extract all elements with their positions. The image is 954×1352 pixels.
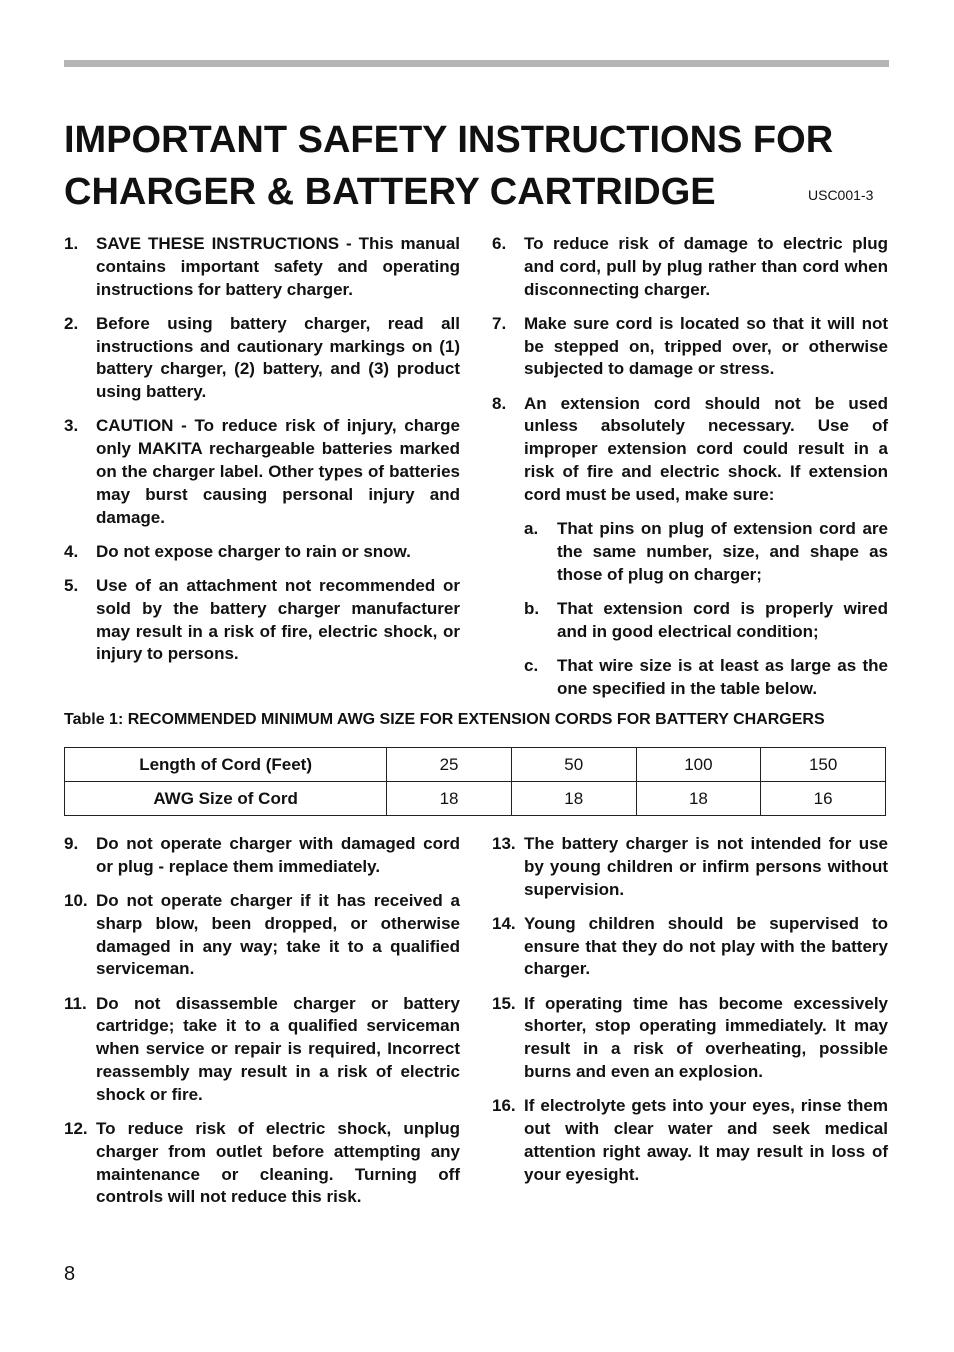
list-item — [64, 890, 460, 981]
item-number: 10. — [64, 890, 88, 910]
sub-list-item — [524, 518, 888, 586]
item-text: If operating time has become excessively shorter, stop operating immediately. It may result in a risk of overheating, possible burns and even an explosion. — [524, 993, 888, 1081]
list-item — [492, 993, 888, 1084]
table-caption: Table 1: RECOMMENDED MINIMUM AWG SIZE FOR EXTENSION CORDS FOR BATTERY CHARGERS — [64, 711, 825, 728]
item-number: 9. — [64, 834, 79, 853]
table-row — [65, 782, 886, 816]
item-text: Young children should be supervised to ensure that they do not play with the battery charger. — [524, 913, 888, 979]
list-item — [492, 393, 888, 507]
list-item — [492, 1095, 888, 1186]
item-text: An extension cord should not be used unless absolutely necessary. Use of improper extension cord could result in a risk of fire and electric shock. If extension cord must be used, make sure: — [524, 393, 888, 504]
item-number: 5. — [64, 575, 79, 595]
sub-item-letter: c. — [524, 655, 539, 675]
item-text: Do not disassemble charger or battery cartridge; take it to a qualified serviceman when service or repair is required, Incorrect reassembly may result in a risk of electric shock or fire. — [96, 993, 460, 1104]
row-header: Length of Cord (Feet) — [65, 748, 387, 782]
list-item — [64, 541, 460, 564]
table-cell: 50 — [511, 748, 636, 782]
item-number: 7. — [492, 313, 507, 333]
instructions-right-top — [492, 233, 888, 712]
list-item — [64, 993, 460, 1107]
page-number: 8 — [64, 1263, 76, 1285]
item-number: 4. — [64, 541, 79, 561]
awg-size-table — [64, 747, 886, 816]
table-cell: 18 — [511, 782, 636, 816]
instructions-left-top — [64, 233, 460, 678]
top-rule — [64, 60, 889, 67]
item-number: 16. — [492, 1096, 516, 1116]
list-item — [64, 575, 460, 666]
item-number: 15. — [492, 993, 516, 1013]
item-number: 12. — [64, 1118, 88, 1138]
item-text: If electrolyte gets into your eyes, rinse them out with clear water and seek medical attention right away. It may result in loss of your eyesight. — [524, 1096, 888, 1184]
title-line-1: IMPORTANT SAFETY INSTRUCTIONS FOR — [64, 119, 834, 161]
document-code: USC001-3 — [808, 187, 874, 203]
item-number: 3. — [64, 416, 79, 436]
list-item — [64, 233, 460, 301]
item-number: 11. — [64, 993, 87, 1013]
item-text: Make sure cord is located so that it will not be stepped on, tripped over, or otherwise subjected to damage or stress. — [524, 313, 888, 379]
sub-item-text: That pins on plug of extension cord are the same number, size, and shape as those of plug on charger; — [557, 518, 888, 584]
list-item — [492, 233, 888, 301]
list-item — [492, 313, 888, 381]
item-text: Do not operate charger with damaged cord or plug - replace them immediately. — [96, 834, 460, 876]
item-number: 13. — [492, 834, 516, 853]
item-text: Do not expose charger to rain or snow. — [96, 541, 411, 561]
list-item — [492, 833, 888, 901]
item-number: 14. — [492, 913, 516, 933]
sub-list-item — [524, 598, 888, 644]
instructions-right-bottom — [492, 833, 888, 1198]
sub-list-item — [524, 655, 888, 701]
title-line-2: CHARGER & BATTERY CARTRIDGE — [64, 171, 716, 213]
item-number: 8. — [492, 393, 507, 413]
sub-item-letter: a. — [524, 518, 539, 538]
item-text: SAVE THESE INSTRUCTIONS - This manual contains important safety and operating instructions for battery charger. — [96, 234, 460, 299]
list-item — [64, 313, 460, 404]
item-number: 2. — [64, 313, 79, 333]
instructions-left-bottom — [64, 833, 460, 1221]
list-item — [492, 913, 888, 981]
item-text: To reduce risk of damage to electric plug and cord, pull by plug rather than cord when disconnecting charger. — [524, 234, 888, 299]
sub-item-letter: b. — [524, 598, 540, 618]
table-cell: 18 — [387, 782, 512, 816]
sub-item-text: That wire size is at least as large as the one specified in the table below. — [557, 655, 888, 698]
item-text: CAUTION - To reduce risk of injury, charge only MAKITA rechargeable batteries marked on the charger label. Other types of batteries may burst causing personal injury and damage. — [96, 416, 460, 527]
list-item — [64, 415, 460, 529]
table-cell: 18 — [636, 782, 761, 816]
list-item — [64, 1118, 460, 1209]
item-text: Do not operate charger if it has received a sharp blow, been dropped, or otherwise damaged in any way; take it to a qualified serviceman. — [96, 890, 460, 979]
table-cell: 100 — [636, 748, 761, 782]
table-cell: 16 — [761, 782, 886, 816]
table-cell: 25 — [387, 748, 512, 782]
page-title — [64, 114, 894, 218]
table-cell: 150 — [761, 748, 886, 782]
item-number: 1. — [64, 234, 79, 253]
item-text: To reduce risk of electric shock, unplug charger from outlet before attempting any maintenance or cleaning. Turning off controls will not reduce this risk. — [96, 1118, 460, 1207]
item-text: Before using battery charger, read all instructions and cautionary markings on (1) battery charger, (2) battery, and (3) product using battery. — [96, 313, 460, 402]
table-row — [65, 748, 886, 782]
item-number: 6. — [492, 234, 507, 253]
row-header: AWG Size of Cord — [65, 782, 387, 816]
item-text: Use of an attachment not recommended or sold by the battery charger manufacturer may result in a risk of fire, electric shock, or injury to persons. — [96, 575, 460, 664]
sub-item-text: That extension cord is properly wired and in good electrical condition; — [557, 598, 888, 641]
item-text: The battery charger is not intended for use by young children or infirm persons without supervision. — [524, 834, 888, 899]
list-item — [64, 833, 460, 879]
